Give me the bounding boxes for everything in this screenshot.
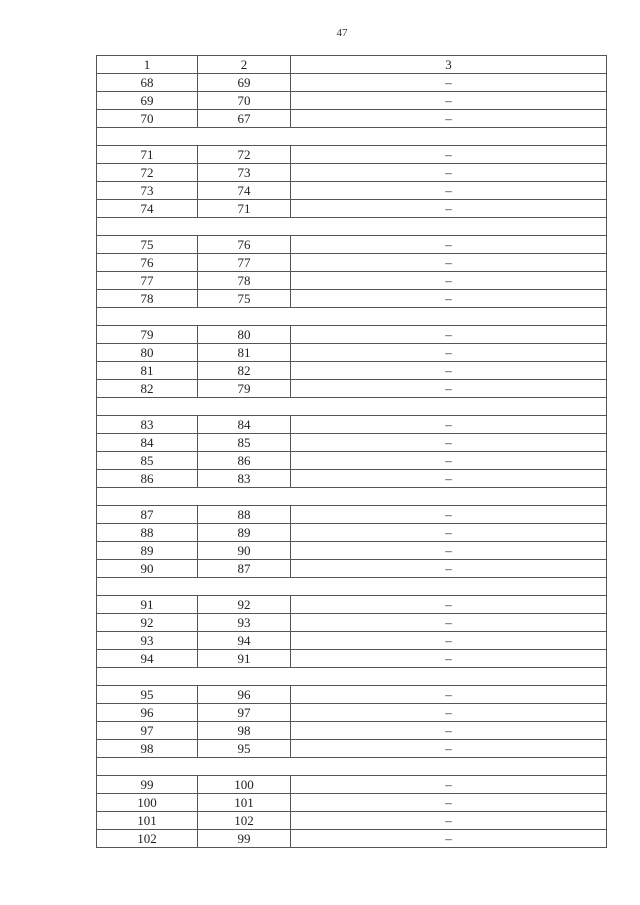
table-cell: –	[291, 290, 607, 308]
table-cell: –	[291, 830, 607, 848]
table-cell: 72	[198, 146, 291, 164]
table-row	[97, 272, 607, 290]
table-row	[97, 362, 607, 380]
table-row	[97, 164, 607, 182]
table-row	[97, 560, 607, 578]
table-cell: 99	[198, 830, 291, 848]
table-cell: –	[291, 362, 607, 380]
table-cell: 98	[97, 740, 198, 758]
table-row	[97, 326, 607, 344]
group-separator	[97, 488, 607, 506]
table-cell: –	[291, 326, 607, 344]
table-cell: –	[291, 470, 607, 488]
table-row	[97, 92, 607, 110]
table-cell: 97	[198, 704, 291, 722]
table-cell: 84	[97, 434, 198, 452]
table-cell: 85	[198, 434, 291, 452]
table-cell: 78	[198, 272, 291, 290]
header-cell: 2	[198, 56, 291, 74]
table-cell: 73	[198, 164, 291, 182]
table-row	[97, 236, 607, 254]
table-cell: 87	[97, 506, 198, 524]
table-cell: –	[291, 182, 607, 200]
table-cell: 80	[198, 326, 291, 344]
table-cell: 100	[198, 776, 291, 794]
table-cell: 86	[97, 470, 198, 488]
table-cell: 95	[97, 686, 198, 704]
table-cell: 73	[97, 182, 198, 200]
table-cell: 74	[198, 182, 291, 200]
table-cell: 102	[97, 830, 198, 848]
table-cell: –	[291, 74, 607, 92]
table-cell: –	[291, 272, 607, 290]
table-cell: 90	[97, 560, 198, 578]
table-cell: 91	[97, 596, 198, 614]
table-cell: 94	[198, 632, 291, 650]
table-cell: 70	[198, 92, 291, 110]
table-cell: 67	[198, 110, 291, 128]
header-cell: 1	[97, 56, 198, 74]
table-cell: –	[291, 164, 607, 182]
table-cell: 82	[198, 362, 291, 380]
table-row	[97, 776, 607, 794]
table-cell: –	[291, 506, 607, 524]
table-cell: 101	[198, 794, 291, 812]
table-cell: 75	[97, 236, 198, 254]
table-cell: 98	[198, 722, 291, 740]
table-row	[97, 704, 607, 722]
separator-cell	[97, 308, 607, 326]
table-cell: 102	[198, 812, 291, 830]
table-row	[97, 686, 607, 704]
table-cell: –	[291, 236, 607, 254]
table-row	[97, 182, 607, 200]
table-row	[97, 200, 607, 218]
table-cell: 80	[97, 344, 198, 362]
table-row	[97, 254, 607, 272]
table-cell: –	[291, 434, 607, 452]
table-cell: –	[291, 614, 607, 632]
table-row	[97, 542, 607, 560]
table-cell: 75	[198, 290, 291, 308]
table-cell: 87	[198, 560, 291, 578]
table-cell: 77	[97, 272, 198, 290]
table-cell: 71	[97, 146, 198, 164]
table-cell: 99	[97, 776, 198, 794]
table-cell: 79	[198, 380, 291, 398]
table-cell: 88	[198, 506, 291, 524]
group-separator	[97, 308, 607, 326]
header-cell: 3	[291, 56, 607, 74]
table-cell: –	[291, 344, 607, 362]
table-row	[97, 380, 607, 398]
table-cell: 95	[198, 740, 291, 758]
table-cell: 78	[97, 290, 198, 308]
table-row	[97, 416, 607, 434]
table-cell: –	[291, 722, 607, 740]
table-cell: 92	[198, 596, 291, 614]
table-cell: 90	[198, 542, 291, 560]
table-cell: –	[291, 146, 607, 164]
table-row	[97, 470, 607, 488]
table-row	[97, 434, 607, 452]
table-row	[97, 740, 607, 758]
table-cell: –	[291, 686, 607, 704]
table-cell: 83	[97, 416, 198, 434]
table-cell: 100	[97, 794, 198, 812]
table-cell: 69	[198, 74, 291, 92]
group-separator	[97, 758, 607, 776]
table-cell: –	[291, 524, 607, 542]
table-cell: –	[291, 740, 607, 758]
table-row	[97, 812, 607, 830]
table-cell: 76	[97, 254, 198, 272]
table-cell: 89	[97, 542, 198, 560]
table-cell: 68	[97, 74, 198, 92]
table-cell: –	[291, 560, 607, 578]
table-cell: 92	[97, 614, 198, 632]
table-cell: –	[291, 92, 607, 110]
separator-cell	[97, 398, 607, 416]
table-row	[97, 614, 607, 632]
header-row	[97, 56, 607, 74]
table-cell: 96	[198, 686, 291, 704]
table-row	[97, 596, 607, 614]
table-cell: 86	[198, 452, 291, 470]
table-cell: 84	[198, 416, 291, 434]
group-separator	[97, 398, 607, 416]
table-cell: 72	[97, 164, 198, 182]
table-cell: –	[291, 254, 607, 272]
table-cell: 77	[198, 254, 291, 272]
table-cell: –	[291, 380, 607, 398]
separator-cell	[97, 128, 607, 146]
separator-cell	[97, 218, 607, 236]
table-cell: 82	[97, 380, 198, 398]
table-row	[97, 506, 607, 524]
table-row	[97, 74, 607, 92]
table-cell: –	[291, 812, 607, 830]
table-cell: 89	[198, 524, 291, 542]
table-cell: –	[291, 110, 607, 128]
table-cell: –	[291, 704, 607, 722]
table-cell: 81	[198, 344, 291, 362]
table-cell: 76	[198, 236, 291, 254]
table-cell: 71	[198, 200, 291, 218]
table-cell: –	[291, 794, 607, 812]
group-separator	[97, 578, 607, 596]
group-separator	[97, 218, 607, 236]
table-cell: 93	[97, 632, 198, 650]
table-cell: –	[291, 632, 607, 650]
table-body	[97, 56, 607, 848]
separator-cell	[97, 668, 607, 686]
table-row	[97, 110, 607, 128]
separator-cell	[97, 488, 607, 506]
table-cell: –	[291, 200, 607, 218]
separator-cell	[97, 578, 607, 596]
table-row	[97, 794, 607, 812]
table-row	[97, 452, 607, 470]
table-cell: 85	[97, 452, 198, 470]
table-cell: 91	[198, 650, 291, 668]
table-cell: –	[291, 596, 607, 614]
table-cell: –	[291, 650, 607, 668]
table-cell: 88	[97, 524, 198, 542]
table-row	[97, 344, 607, 362]
table-cell: 70	[97, 110, 198, 128]
group-separator	[97, 668, 607, 686]
table-cell: 81	[97, 362, 198, 380]
table-cell: 74	[97, 200, 198, 218]
table-cell: 79	[97, 326, 198, 344]
table-cell: –	[291, 542, 607, 560]
separator-cell	[97, 758, 607, 776]
table-cell: –	[291, 776, 607, 794]
table-cell: 69	[97, 92, 198, 110]
table-row	[97, 722, 607, 740]
table-cell: 94	[97, 650, 198, 668]
table-row	[97, 650, 607, 668]
table-cell: 93	[198, 614, 291, 632]
table-row	[97, 830, 607, 848]
table-cell: –	[291, 452, 607, 470]
table-cell: –	[291, 416, 607, 434]
table-row	[97, 524, 607, 542]
table-cell: 97	[97, 722, 198, 740]
table-row	[97, 146, 607, 164]
page-number: 47	[336, 27, 348, 39]
table-cell: 96	[97, 704, 198, 722]
data-table	[96, 55, 607, 848]
table-cell: 101	[97, 812, 198, 830]
table-row	[97, 290, 607, 308]
table-cell: 83	[198, 470, 291, 488]
table-row	[97, 632, 607, 650]
group-separator	[97, 128, 607, 146]
